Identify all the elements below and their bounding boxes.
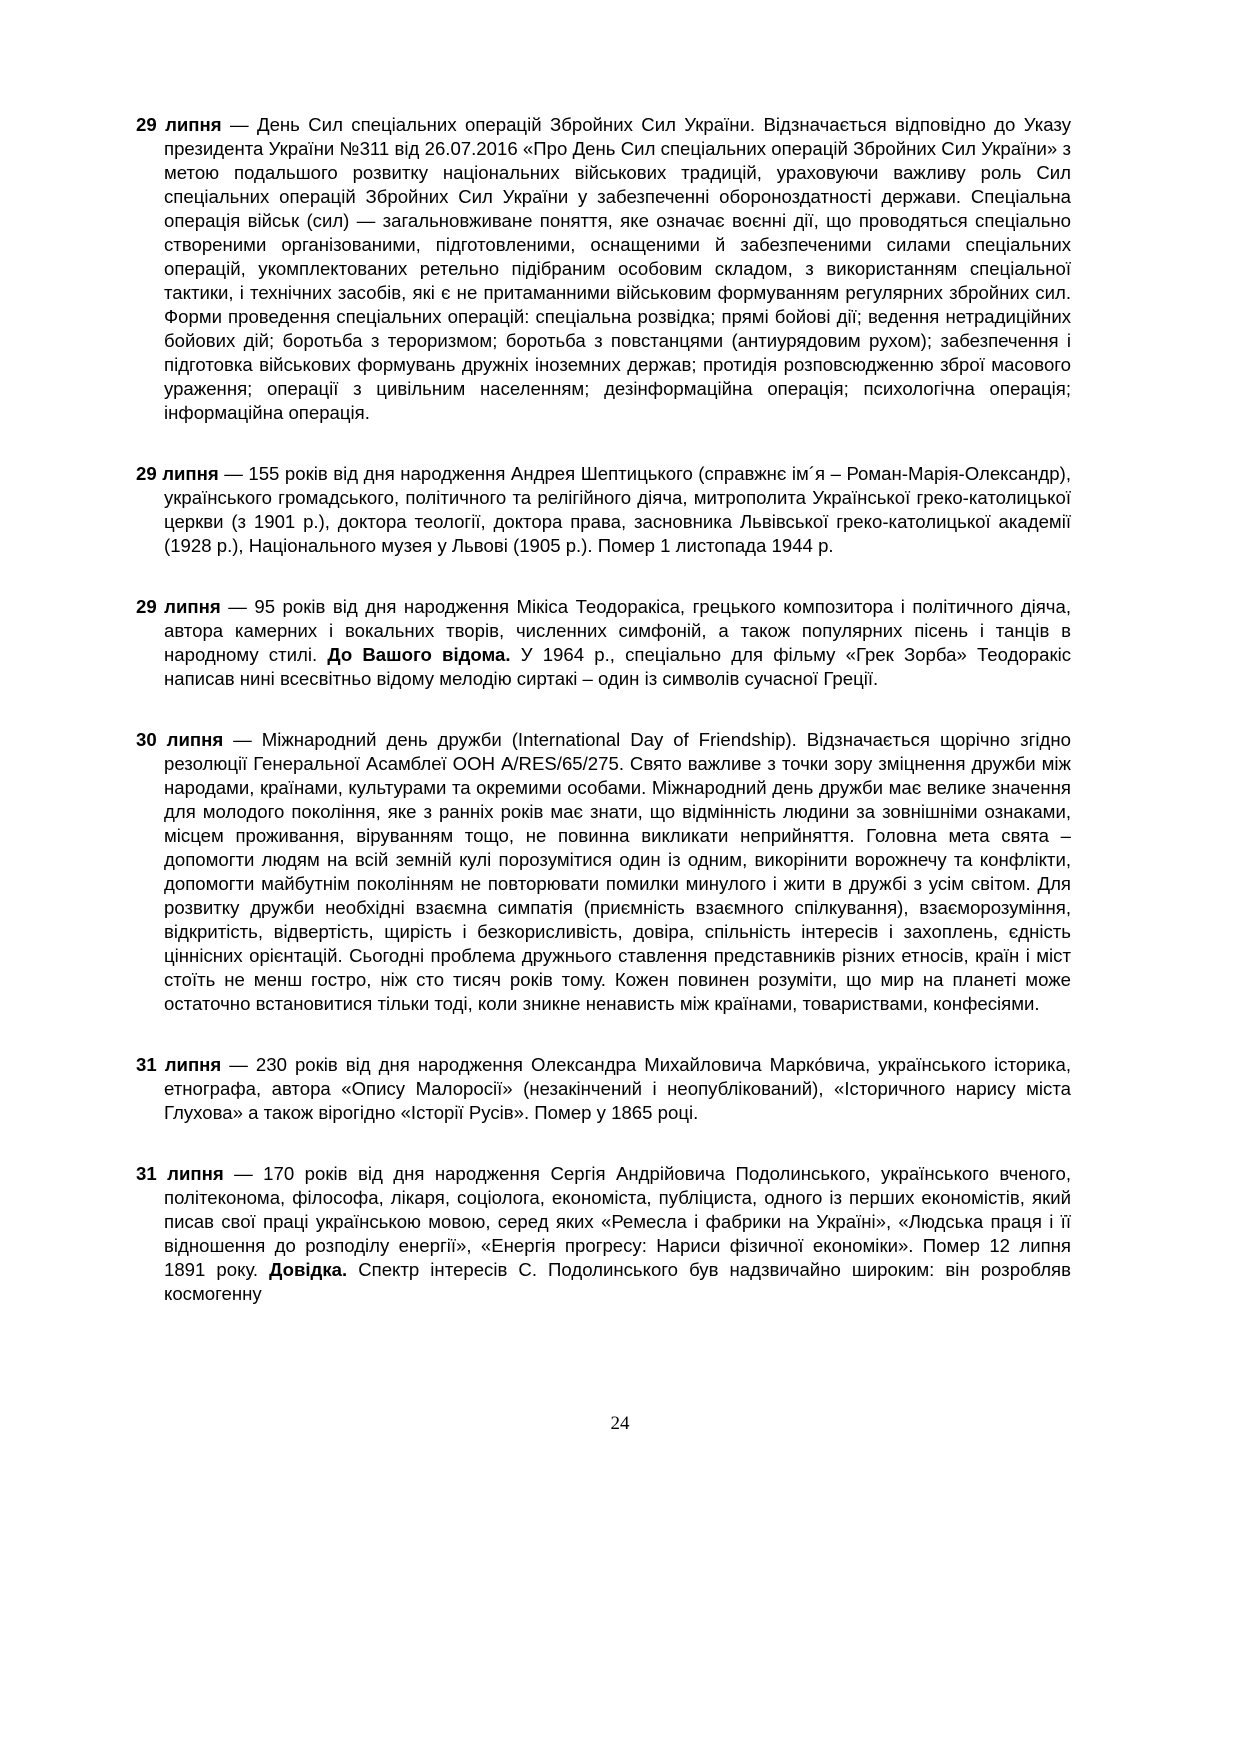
document-page	[136, 113, 1071, 1343]
calendar-entry-sso-day	[136, 113, 1071, 425]
entry-bold-note: До Вашого відома.	[327, 644, 511, 665]
entry-date: 29 липня	[136, 596, 221, 617]
entry-date: 31 липня	[136, 1163, 224, 1184]
entry-text: — 170 років від дня народження Сергія Андрійовича Подолинського, українського вченого, політеконома, філософа, лікаря, соціолога, економіста, публіциста, одного із перших економістів, який писав свої праці українською мовою, серед яких «Ремесла і фабрики на Україні», «Людська праця і її відношення до розподілу енергії», «Енергія прогресу: Нариси фізичної економіки». Помер 12 липня 1891 року.	[164, 1163, 1071, 1280]
page-number: 24	[610, 1413, 630, 1434]
entry-text-after: У 1964 р., спеціально для фільму «Грек Зорба» Теодоракіс написав нині всесвітньо відому мелодію сиртакі – один із символів сучасної Греції.	[164, 644, 1072, 689]
entry-date: 30 липня	[136, 729, 224, 750]
entry-bold-note: Довідка.	[269, 1259, 348, 1280]
entry-text: — 230 років від дня народження Олександра Михайловича Марко́вича, українського історика, етнографа, автора «Опису Малоросії» (незакінчений і неопублікований), «Історичного нарису міста Глухова» а також вірогідно «Історії Русів». Помер у 1865 році.	[164, 1054, 1072, 1123]
entry-date: 31 липня	[136, 1054, 222, 1075]
entry-date: 29 липня	[136, 114, 222, 135]
entry-date: 29 липня	[136, 463, 219, 484]
entry-text: — Міжнародний день дружби (International Day of Friendship). Відзначається щорічно згідно резолюції Генеральної Асамблеї ООН A/RES/65/275. Свято важливе з точки зору зміцнення дружби між народами, країнами, культурами та окремими особами. Міжнародний день дружби має велике значення для молодого покоління, яке з ранніх років має знати, що відмінність людини за зовнішніми ознаками, місцем проживання, віруванням тощо, не повинна викликати неприйняття. Головна мета свята – допомогти людям на всій земній кулі порозумітися один із одним, викорінити ворожнечу та конфлікти, допомогти майбутнім поколінням не повторювати помилки минулого і жити в дружбі з усім світом. Для розвитку дружби необхідні взаємна симпатія (приємність взаємного спілкування), взаєморозуміння, відкритість, відвертість, щирість і безкорисливість, довіра, спільність інтересів і захоплень, єдність ціннісних орієнтацій. Сьогодні проблема дружнього ставлення представників різних етносів, країн і міст стоїть не менш гостро, ніж сто тисяч років тому. Кожен повинен розуміти, що мир на планеті може остаточно встановитися тільки тоді, коли зникне ненависть між країнами, товариствами, конфесіями.	[164, 729, 1071, 1014]
entry-text: — 155 років від дня народження Андрея Шептицького (справжнє ім´я – Роман-Марія-Олександр), українського громадського, політичного та релігійного діяча, митрополита Української греко-католицької церкви (з 1901 р.), доктора теології, доктора права, засновника Львівської греко-католицької академії (1928 р.), Національного музея у Львові (1905 р.). Помер 1 листопада 1944 р.	[164, 463, 1071, 556]
entry-text: — 95 років від дня народження Мікіса Теодоракіса, грецького композитора і політичного діяча, автора камерних і вокальних творів, численних симфоній, а також популярних пісень і танців в народному стилі.	[164, 596, 1071, 665]
calendar-entry-markovych	[136, 1053, 1071, 1125]
entry-text-after: Спектр інтересів С. Подолинського був надзвичайно широким: він розробляв космогенну	[164, 1259, 1071, 1304]
calendar-entry-theodorakis	[136, 595, 1071, 691]
calendar-entry-podolynsky	[136, 1162, 1071, 1306]
entry-text: — День Сил спеціальних операцій Збройних Сил України. Відзначається відповідно до Указу президента України №311 від 26.07.2016 «Про День Сил спеціальних операцій Збройних Сил України» з метою подальшого розвитку національних військових традицій, ураховуючи важливу роль Сил спеціальних операцій Збройних Сил України у забезпеченні обороноздатності держави. Спеціальна операція військ (сил) — загальновживане поняття, яке означає воєнні дії, що проводяться спеціально створеними організованими, підготовленими, оснащеними й забезпеченими силами спеціальних операцій, укомплектованих ретельно підібраним особовим складом, з використанням спеціальної тактики, і технічних засобів, які є не притаманними військовим формуванням регулярних збройних сил. Форми проведення спеціальних операцій: спеціальна розвідка; прямі бойові дії; ведення нетрадиційних бойових дій; боротьба з тероризмом; боротьба з повстанцями (антиурядовим рухом); забезпечення і підготовка військових формувань дружніх іноземних держав; протидія розповсюдженню зброї масового ураження; операції з цивільним населенням; дезінформаційна операція; психологічна операція; інформаційна операція.	[164, 114, 1072, 423]
calendar-entry-sheptytsky	[136, 462, 1071, 558]
calendar-entry-friendship-day	[136, 728, 1071, 1016]
